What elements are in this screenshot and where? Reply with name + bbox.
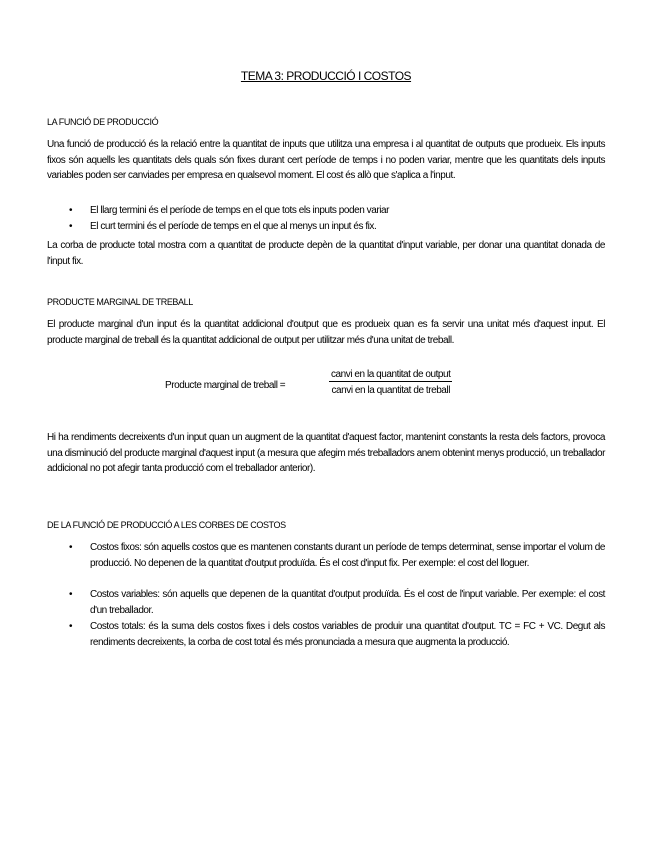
production-bullet-2-text: El curt termini és el període de temps en el que al menys un input és fix. xyxy=(90,221,377,232)
production-closing: La corba de producte total mostra com a quantitat de producte depèn de la quantitat d'input variable, per donar una quantitat donada de l'input fix. xyxy=(47,240,605,267)
marginal-paragraph: El producte marginal d'un input és la quantitat addicional d'output que es produeix quan es fa servir una unitat més d'aquest input. El producte marginal de treball és la quantitat addicional de output per utilitzar més d'una unitat de treball. xyxy=(47,319,605,346)
bullet-icon: • xyxy=(69,205,73,216)
formula-denominator: canvi en la quantitat de treball xyxy=(331,385,450,396)
costs-bullet-fixed xyxy=(69,540,605,571)
bullet-icon: • xyxy=(69,542,73,553)
costs-bullet-variable xyxy=(69,587,605,618)
diminishing-returns-paragraph: Hi ha rendiments decreixents d'un input quan un augment de la quantitat d'aquest factor, mantenint constants la resta dels factors, provoca una disminució del producte marginal d'aquest input (a mesura que afegim més treballadors anem obtenint menys producció, un treballador addicional no pot afegir tanta producció com el treballador anterior). xyxy=(47,432,605,474)
formula-numerator: canvi en la quantitat de output xyxy=(331,369,451,380)
formula-fraction xyxy=(329,369,452,396)
section-heading-marginal: PRODUCTE MARGINAL DE TREBALL xyxy=(47,297,193,307)
formula-left-side: Producte marginal de treball = xyxy=(165,380,286,391)
bullet-icon: • xyxy=(69,621,73,632)
bullet-icon: • xyxy=(69,589,73,600)
costs-bullet-fixed-text: Costos fixos: són aquells costos que es mantenen constants durant un període de temps determinat, sense importar el volum de producció. No depenen de la quantitat d'output produïda. És el cost d'input fix. Per exemple: el cost del lloguer. xyxy=(90,542,605,569)
section-heading-production: LA FUNCIÓ DE PRODUCCIÓ xyxy=(47,117,159,127)
production-bullet-2 xyxy=(69,219,605,235)
production-bullet-1 xyxy=(69,203,605,219)
costs-bullet-total-text: Costos totals: és la suma dels costos fixes i dels costos variables de produir una quantitat d'output. TC = FC + VC. Degut als rendiments decreixents, la corba de cost total és més pronunciada a mesura que augmenta la producció. xyxy=(90,621,605,648)
costs-bullet-total xyxy=(69,619,605,650)
bullet-icon: • xyxy=(69,221,73,232)
production-bullet-1-text: El llarg termini és el període de temps en el que tots els inputs poden variar xyxy=(90,205,389,216)
production-paragraph: Una funció de producció és la relació entre la quantitat de inputs que utilitza una empresa i al quantitat de outputs que produeix. Els inputs fixos són aquells les quantitats dels quals són fixes durant cert període de temps i no poden variar, mentre que les quantitats dels inputs variables poden ser canviades per empresa en qualsevol moment. El cost és allò que s'aplica a l'input. xyxy=(47,139,605,181)
page-title: TEMA 3: PRODUCCIÓ I COSTOS xyxy=(240,69,412,83)
costs-bullet-variable-text: Costos variables: són aquells que depenen de la quantitat d'output produïda. És el cost de l'input variable. Per exemple: el cost d'un treballador. xyxy=(90,589,605,616)
section-heading-costs: DE LA FUNCIÓ DE PRODUCCIÓ A LES CORBES DE COSTOS xyxy=(47,520,286,530)
